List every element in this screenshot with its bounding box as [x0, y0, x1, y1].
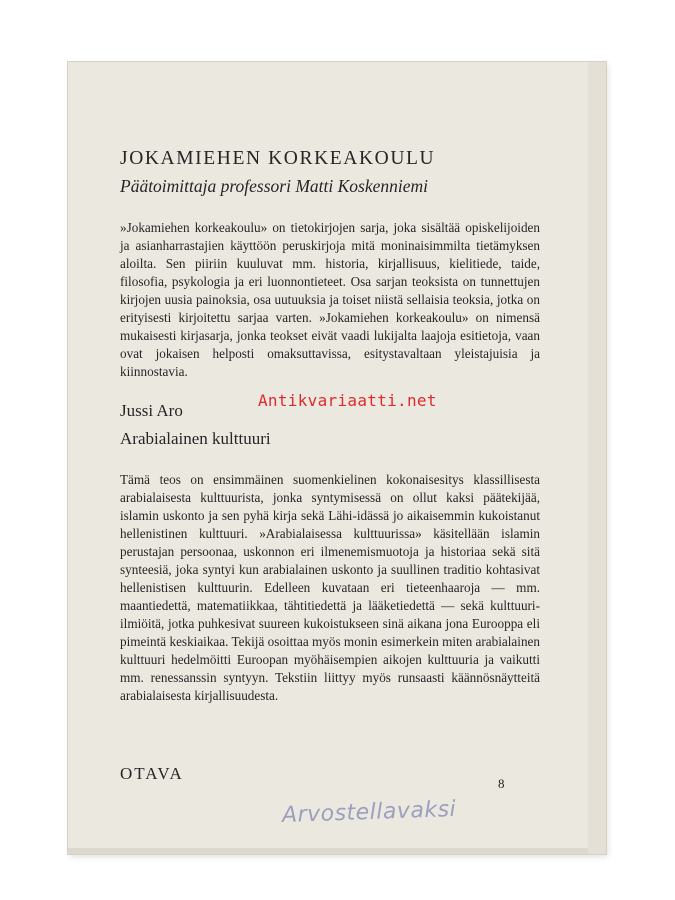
book-back-cover	[68, 62, 606, 854]
publisher-name: OTAVA	[120, 764, 184, 783]
book-title: Arabialainen kulttuuri	[120, 429, 271, 448]
book-author: Jussi Aro	[120, 401, 183, 420]
series-number: 8	[498, 776, 505, 791]
cover-text	[120, 148, 540, 705]
watermark-text: Antikvariaatti.net	[258, 391, 437, 410]
series-title: JOKAMIEHEN KORKEAKOULU	[120, 148, 436, 169]
review-stamp: Arvostellavaksi	[281, 796, 457, 829]
series-description: »Jokamiehen korkeakoulu» on tietokirjojen sarja, joka sisältää opiskelijoiden ja asianharrastajien käyttöön peruskirjoja mitä moninaisimmilta tietämyksen aloilta. Sen piiriin kuuluvat mm. historia, kirjallisuus, kielitiede, taide, filosofia, psykologia ja eri luonnontieteet. Osa sarjan teoksista on tunnettujen kirjojen uusia painoksia, osa uutuuksia ja toiset niistä sellaisia teoksia, jotka on erityisesti kirjoitettu sarjaa varten. »Jokamiehen korkeakoulu» on nimensä mukaisesti kirjasarja, jonka teokset eivät vaadi lukijalta laajoja esitietoja, vaan ovat jokaisen helposti omaksuttavissa, esitystavaltaan yleistajuisia ja kiinnostavia.	[120, 220, 540, 379]
book-description: Tämä teos on ensimmäinen suomenkielinen kokonaisesitys klassillisesta arabialaisesta kulttuurista, jonka syntymisessä on ollut kaksi päätekijää, islamin uskonto ja sen pyhä kirja sekä Lähi-idässä jo aikaisemmin kukoistanut hellenistinen kulttuuri. »Arabialaisessa kulttuurissa» käsitellään islamin perustajan persoonaa, uskonnon eri ilmenemismuotoja ja historiaa sekä sitä synteesiä, joka syntyi kun arabialainen uskonto ja suullinen traditio kohtasivat hellenistisen kulttuurin. Edelleen kuvataan eri tieteenhaaroja — mm. maantiedettä, matematiikkaa, tähtitiedettä ja lääketiedettä — sekä kulttuuri-ilmiöitä, jotka puhkesivat suureen kukoistukseen sinä aikana jona Eurooppa eli pimeintä keskiaikaa. Tekijä osoittaa myös monin esimerkein miten arabialainen kulttuuri hedelmöitti Euroopan myöhäisempien aikojen kulttuuria ja vaikutti mm. renessanssin syntyyn. Tekstiin liittyy myös runsaasti käännösnäytteitä arabialaisesta kirjallisuudesta.	[120, 472, 540, 703]
series-editor: Päätoimittaja professori Matti Koskenniemi	[120, 176, 429, 196]
